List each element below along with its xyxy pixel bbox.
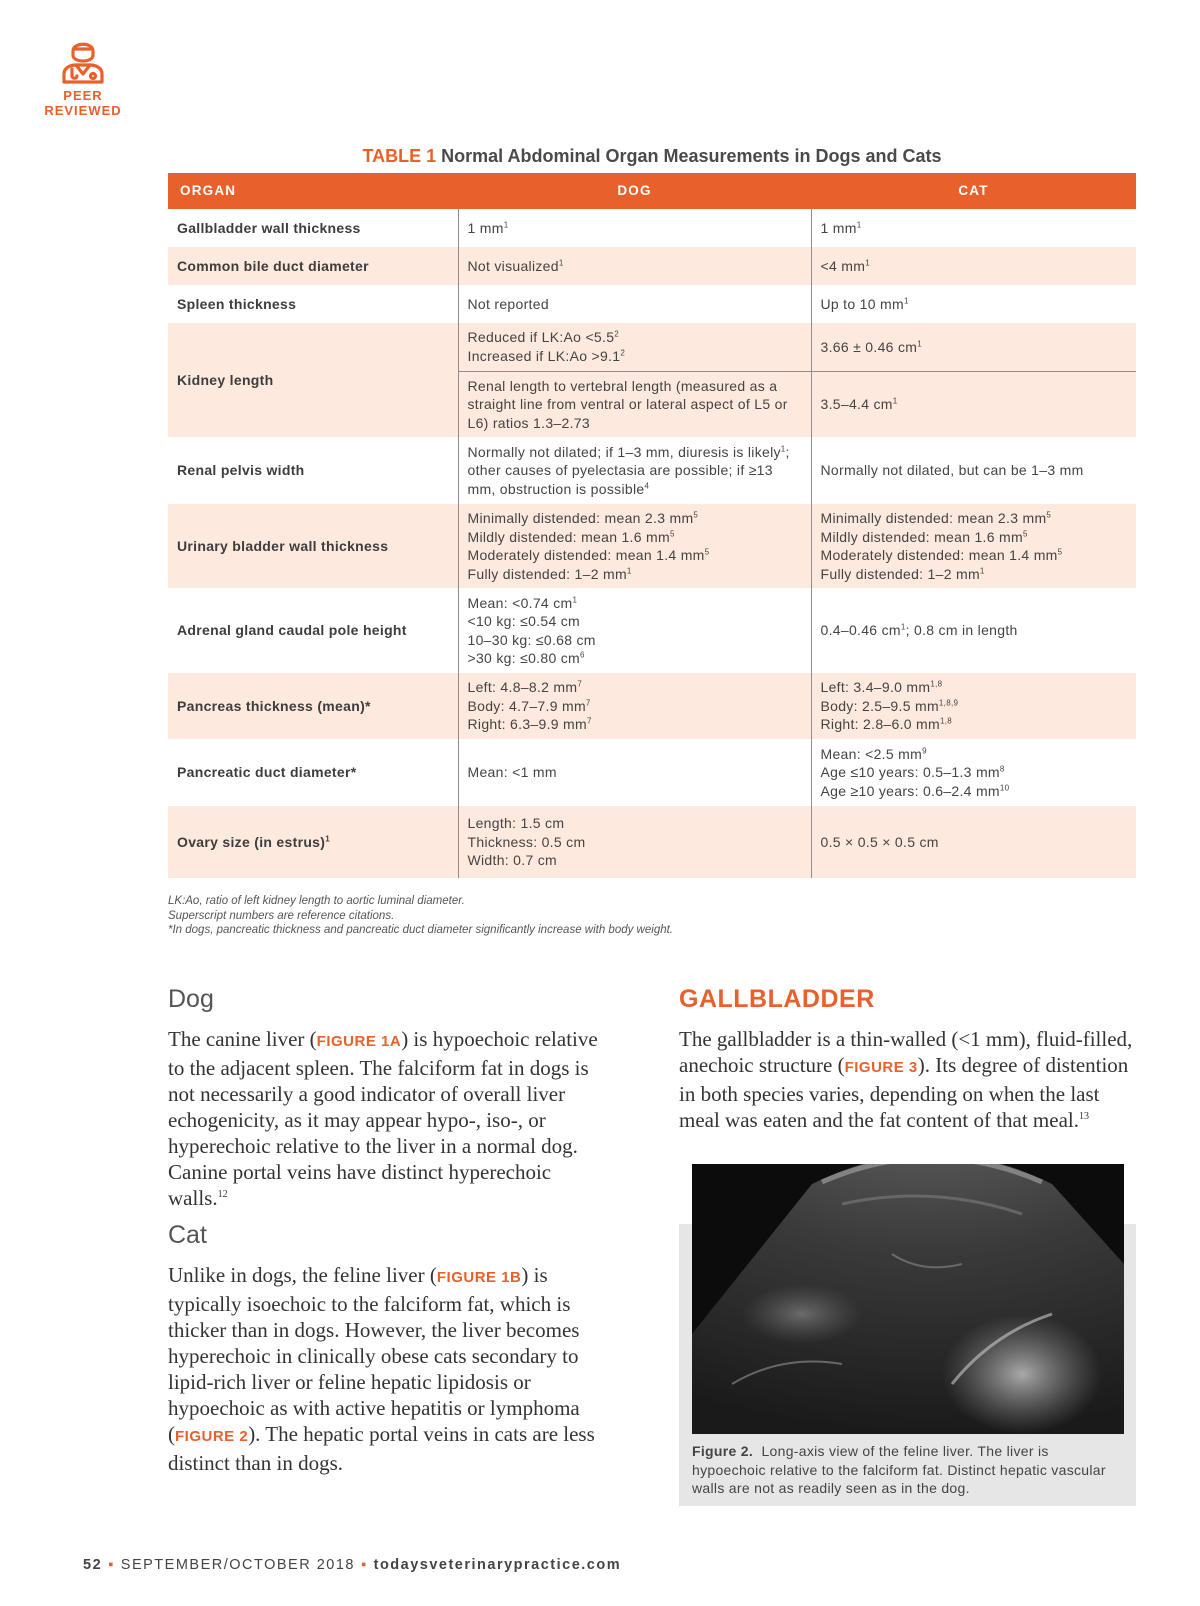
ultrasound-image (692, 1164, 1124, 1434)
organ-cell: Pancreatic duct diameter* (177, 764, 357, 781)
dog-cell: Minimally distended: mean 2.3 $mm^5$ Mildly distended: mean 1.6 $mm^5$ Moderately distended: mean 1.4 $mm^5$ Fully distended: 1–2 $mm^1$ (458, 504, 811, 588)
figure-2-label: Figure 2. (692, 1443, 754, 1459)
organ-cell: Urinary bladder wall thickness (168, 504, 458, 588)
figure-3-link[interactable]: FIGURE 3 (844, 1059, 918, 1076)
table-row (168, 588, 1136, 673)
figure-2-caption: Figure 2. Long-axis view of the feline liver. The liver is hypoechoic relative to the falciform fat. Distinct hepatic vascular walls are not as readily seen as in the dog. (692, 1443, 1106, 1496)
organ-cell: Adrenal gland caudal pole height (177, 622, 407, 639)
dog-cell: Reduced if LK:Ao $<5.5^2$ Increased if LK:Ao $>9.1^2$ (458, 323, 811, 371)
dog-cell: Left: 4.8–8.2 $mm^7$ Body: 4.7–7.9 $mm^7$ Right: 6.3–9.9 $mm^7$ (458, 673, 811, 739)
table-header-row (168, 173, 1136, 209)
dog-cell: Mean: <1 mm (458, 739, 811, 806)
header-dog: DOG (458, 173, 811, 209)
cat-cell: <4 $mm^1$ (811, 247, 1136, 285)
organ-cell: Spleen thickness (177, 295, 297, 312)
table-row (168, 323, 1136, 371)
gallbladder-heading: GALLBLADDER (679, 985, 875, 1013)
page-number: 52 (83, 1557, 103, 1573)
header-organ: ORGAN (168, 173, 458, 209)
cat-heading: Cat (168, 1221, 207, 1249)
table-row (168, 247, 1136, 285)
table-row (168, 673, 1136, 739)
cat-cell: 0.5 × 0.5 × 0.5 cm (811, 806, 1136, 878)
dog-cell: Not visualized$^1$ (458, 247, 811, 285)
organ-cell: Ovary size (in estrus)$^1$ (168, 806, 458, 878)
measurements-table (168, 173, 1136, 878)
dog-cell: Not reported (458, 285, 811, 323)
table-row (168, 437, 1136, 504)
cat-cell: Normally not dilated, but can be 1–3 mm (811, 437, 1136, 504)
footnote: Superscript numbers are reference citations. (168, 909, 395, 922)
table-row (168, 209, 1136, 247)
cat-cell: 3.66 ± 0.46 $cm^1$ (811, 323, 1136, 371)
organ-cell: Kidney length (168, 323, 458, 437)
figure-1a-link[interactable]: FIGURE 1A (316, 1033, 402, 1050)
table-row (168, 504, 1136, 588)
table-caption (168, 146, 1136, 167)
gallbladder-paragraph: The gallbladder is a thin-walled (<1 mm), fluid-filled, anechoic structure (FIGURE 3). Its degree of distention in both species varies, depending on when the last meal was eaten and the fat content of that meal.$^{13}$ (679, 1027, 1133, 1132)
cat-cell: Left: 3.4–9.0 mm$^{1,8}$ Body: 2.5–9.5 mm$^{1,8,9}$ Right: 2.8–6.0 mm$^{1,8}$ (811, 673, 1136, 739)
table-title: Normal Abdominal Organ Measurements in Dogs and Cats (441, 146, 942, 166)
table-row (168, 806, 1136, 878)
dog-cell: Renal length to vertebral length (measured as a straight line from ventral or lateral aspect of L5 or L6) ratios 1.3–2.73 (458, 371, 811, 437)
figure-2-link[interactable]: FIGURE 2 (175, 1428, 249, 1445)
figure-1b-link[interactable]: FIGURE 1B (436, 1269, 522, 1286)
dog-cell: Mean: <0.74 $cm^1$ <10 kg: ≤0.54 cm 10–30 kg: ≤0.68 cm >30 kg: ≤0.80 $cm^6$ (458, 588, 811, 673)
dog-cell: 1 $mm^1$ (458, 209, 811, 247)
organ-cell: Gallbladder wall thickness (177, 219, 361, 236)
dog-heading: Dog (168, 985, 214, 1013)
dog-cell: Length: 1.5 cm Thickness: 0.5 cm Width: 0.7 cm (458, 806, 811, 878)
cat-cell: 3.5–4.4 $cm^1$ (811, 371, 1136, 437)
cat-paragraph: Unlike in dogs, the feline liver (FIGURE 1B) is typically isoechoic to the falciform fat, which is thicker than in dogs. However, the liver becomes hyperechoic in clinically obese cats secondary to lipid-rich liver or feline hepatic lipidosis or hypoechoic as with active hepatitis or lymphoma (FIGURE 2). The hepatic portal veins in cats are less distinct than in dogs. (168, 1263, 595, 1475)
table-row (168, 739, 1136, 806)
cat-cell: Minimally distended: mean 2.3 $mm^5$ Mildly distended: mean 1.6 $mm^5$ Moderately distended: mean 1.4 $mm^5$ Fully distended: 1–2 $mm^1$ (811, 504, 1136, 588)
cat-cell: Mean: <2.5 $mm^9$ Age ≤10 years: 0.5–1.3 $mm^8$ Age ≥10 years: 0.6–2.4 $mm^{10}$ (811, 739, 1136, 806)
footnote: LK:Ao, ratio of left kidney length to aortic luminal diameter. (168, 895, 465, 907)
table-footnotes (168, 894, 1136, 938)
issue-date: SEPTEMBER/OCTOBER 2018 (120, 1557, 355, 1573)
organ-cell: Common bile duct diameter (168, 247, 458, 285)
badge-line-1: PEER (63, 88, 103, 103)
organ-cell: Pancreas thickness (mean)* (168, 673, 458, 739)
peer-reviewed-badge (38, 36, 128, 118)
organ-cell: Renal pelvis width (177, 462, 305, 479)
table-row (168, 285, 1136, 323)
website-link[interactable]: todaysveterinarypractice.com (373, 1557, 622, 1573)
ultrasound-graphic (692, 1164, 1124, 1434)
doctor-icon (60, 36, 106, 84)
cat-cell: Up to 10 $mm^1$ (811, 285, 1136, 323)
cat-cell: 0.4–0.46 $cm^1$; 0.8 cm in length (811, 588, 1136, 673)
badge-line-2: REVIEWED (44, 103, 122, 118)
footnote: *In dogs, pancreatic thickness and pancreatic duct diameter significantly increase with body weight. (168, 924, 673, 936)
cat-cell: 1 $mm^1$ (811, 209, 1136, 247)
table-label: TABLE 1 (362, 146, 437, 166)
page-footer: 52 ▪ SEPTEMBER/OCTOBER 2018 ▪ todaysveterinarypractice.com (83, 1557, 622, 1573)
dog-paragraph: The canine liver (FIGURE 1A) is hypoechoic relative to the adjacent spleen. The falciform fat in dogs is not necessarily a good indicator of overall liver echogenicity, as it may appear hypo-, iso-, or hyperechoic relative to the liver in a normal dog. Canine portal veins have distinct hyperechoic walls.$^{12}$ (168, 1027, 598, 1210)
header-cat: CAT (811, 173, 1136, 209)
dog-cell: Normally not dilated; if 1–3 mm, diuresis is likely$^1$; other causes of pyelectasia are possible; if ≥13 mm, obstruction is possible$^4$ (458, 437, 811, 504)
